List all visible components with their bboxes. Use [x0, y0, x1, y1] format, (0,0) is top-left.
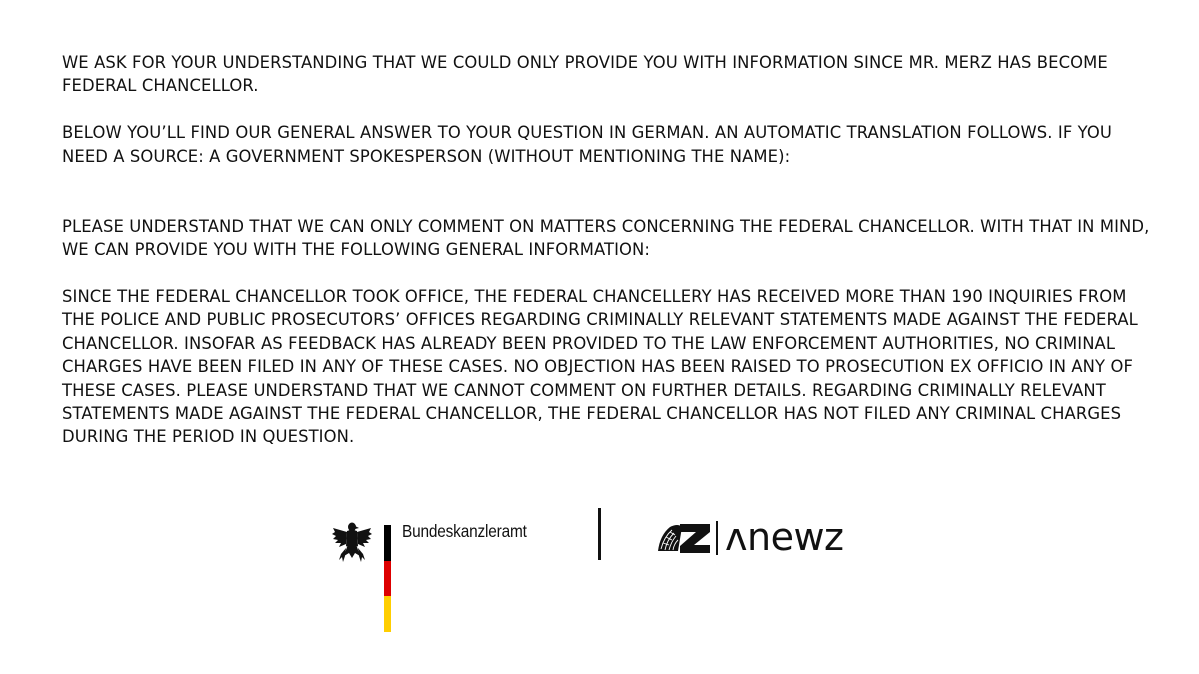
- anewz-mark-icon: [656, 521, 712, 555]
- german-flag-bar: [384, 525, 391, 632]
- statement-paragraph-4: SINCE THE FEDERAL CHANCELLOR TOOK OFFICE, THE FEDERAL CHANCELLERY HAS RECEIVED MORE THAN 190 INQUIRIES FROM THE POLICE AND PUBLIC PROSECUTORS’ OFFICES REGARDING CRIMINALLY RELEVANT STATEMENTS MADE AGAINST THE FEDERAL CHANCELLOR. INSOFAR AS FEEDBACK HAS ALREADY BEEN PROVIDED TO THE LAW ENFORCEMENT AUTHORITIES, NO CRIMINAL CHARGES HAVE BEEN FILED IN ANY OF THESE CASES. NO OBJECTION HAS BEEN RAISED TO PROSECUTION EX OFFICIO IN ANY OF THESE CASES. PLEASE UNDERSTAND THAT WE CANNOT COMMENT ON FURTHER DETAILS. REGARDING CRIMINALLY RELEVANT STATEMENTS MADE AGAINST THE FEDERAL CHANCELLOR, THE FEDERAL CHANCELLOR HAS NOT FILED ANY CRIMINAL CHARGES DURING THE PERIOD IN QUESTION.: [62, 287, 1138, 447]
- flag-stripe-black: [384, 525, 391, 561]
- bundeskanzleramt-logo-text: Bundeskanzleramt: [402, 521, 527, 541]
- flag-stripe-red: [384, 561, 391, 597]
- anewz-logo-text: ᴧnewz: [725, 515, 844, 559]
- statement-paragraph-3: PLEASE UNDERSTAND THAT WE CAN ONLY COMMENT ON MATTERS CONCERNING THE FEDERAL CHANCELLOR. WITH THAT IN MIND, WE CAN PROVIDE YOU WITH THE FOLLOWING GENERAL INFORMATION:: [62, 216, 1150, 260]
- statement-paragraph-2: BELOW YOU’LL FIND OUR GENERAL ANSWER TO YOUR QUESTION IN GERMAN. AN AUTOMATIC TRANSLATION FOLLOWS. IF YOU NEED A SOURCE: A GOVERNMENT SPOKESPERSON (WITHOUT MENTIONING THE NAME):: [62, 123, 1112, 166]
- statement-text: [62, 51, 1152, 449]
- logo-divider: [598, 508, 601, 560]
- federal-eagle-icon: [331, 520, 373, 564]
- flag-stripe-gold: [384, 596, 391, 632]
- statement-paragraph-1: WE ASK FOR YOUR UNDERSTANDING THAT WE COULD ONLY PROVIDE YOU WITH INFORMATION SINCE MR. MERZ HAS BECOME FEDERAL CHANCELLOR.: [62, 53, 1108, 96]
- anewz-separator: [716, 521, 718, 555]
